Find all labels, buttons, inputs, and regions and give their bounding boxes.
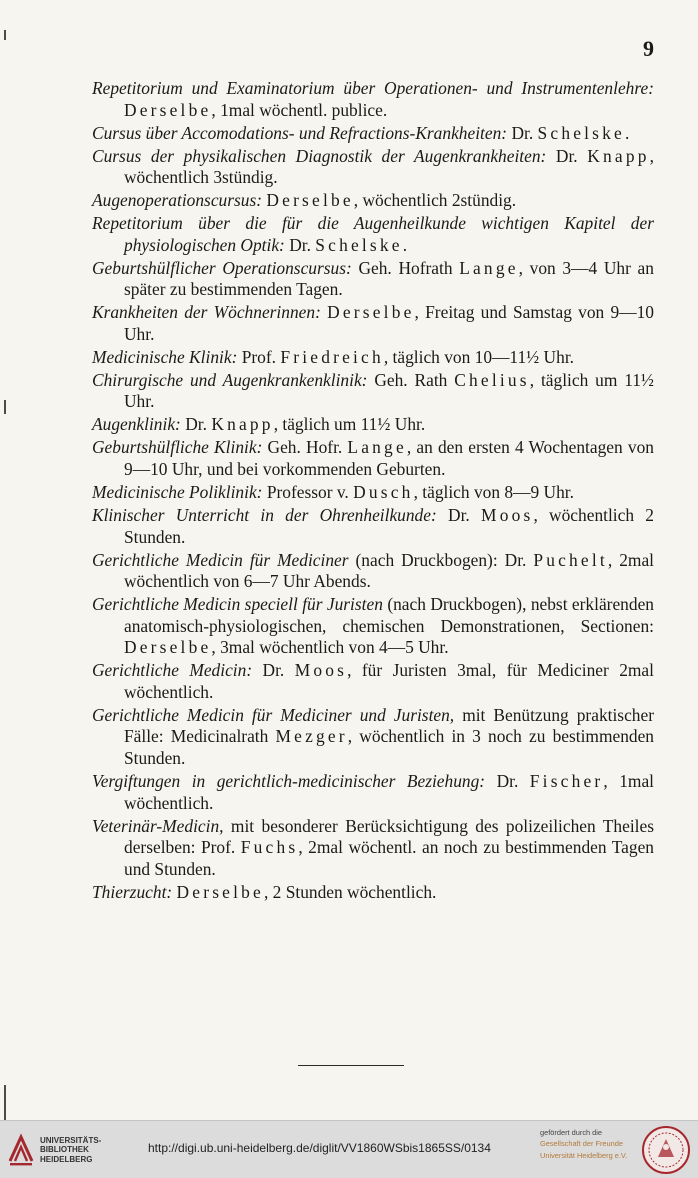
digital-library-url[interactable]: http://digi.ub.uni-heidelberg.de/diglit/VV1860WSbis1865SS/0134 bbox=[148, 1141, 491, 1155]
end-rule bbox=[298, 1065, 404, 1066]
course-schedule: , von 3—4 Uhr an später zu bestimmenden Tagen. bbox=[124, 257, 654, 300]
lecture-entry bbox=[92, 882, 654, 904]
library-logo-icon bbox=[8, 1133, 34, 1167]
course-details: Dr. bbox=[448, 504, 482, 525]
course-title: Krankheiten der Wöchnerinnen: bbox=[92, 302, 321, 323]
course-title: Augenklinik: bbox=[92, 414, 181, 435]
course-title: Repetitorium über die für die Augenheilkunde wichtigen Kapitel der physiologischen Optik: bbox=[92, 213, 654, 255]
lecturer-name: Puchelt bbox=[533, 549, 608, 570]
lecturer-name: Moos bbox=[481, 504, 534, 525]
university-seal-icon bbox=[641, 1125, 691, 1175]
course-title: Gerichtliche Medicin: bbox=[92, 660, 253, 681]
lecture-list bbox=[92, 78, 654, 905]
course-details: Dr. bbox=[289, 234, 316, 255]
lecturer-name: Lange bbox=[459, 257, 519, 278]
lecturer-name: Derselbe bbox=[124, 99, 212, 120]
lecturer-name: Derselbe bbox=[124, 637, 212, 658]
course-details: Dr. bbox=[496, 771, 530, 792]
course-schedule: , für Juristen 3mal, für Mediciner 2mal wöchentlich. bbox=[124, 660, 654, 702]
lecturer-name: Lange bbox=[347, 437, 407, 458]
course-schedule: , wöchentlich 2stündig. bbox=[353, 190, 517, 211]
lecture-entry bbox=[92, 78, 654, 121]
lecture-entry bbox=[92, 347, 654, 369]
lecture-entry bbox=[92, 414, 654, 436]
page-number: 9 bbox=[643, 36, 654, 61]
lecturer-name: Derselbe bbox=[327, 302, 415, 323]
course-details: Geh. Rath bbox=[374, 369, 455, 390]
lecturer-name: Fuchs bbox=[240, 837, 299, 858]
course-details: mit Benützung praktischer Fälle: Medicinalrath bbox=[124, 704, 654, 747]
course-title: Chirurgische und Augenkrankenklinik: bbox=[92, 369, 368, 390]
course-details: Dr. bbox=[185, 414, 212, 435]
course-details: Geh. Hofr. bbox=[267, 437, 348, 458]
lecturer-name: Knapp bbox=[211, 414, 274, 435]
course-title: Gerichtliche Medicin für Mediciner und Juristen, bbox=[92, 704, 455, 725]
course-schedule: , 1mal wöchentlich. bbox=[124, 771, 654, 813]
course-details: Dr. bbox=[511, 122, 538, 143]
course-details: mit besonderer Berücksichtigung des polizeilichen Theiles derselben: Prof. bbox=[124, 815, 654, 858]
lecture-entry bbox=[92, 482, 654, 504]
course-schedule: . bbox=[624, 122, 630, 143]
course-details: (nach Druckbogen): Dr. bbox=[355, 549, 534, 570]
lecturer-name: Schelske bbox=[537, 122, 625, 143]
lecture-entry bbox=[92, 302, 654, 345]
course-schedule: , wöchentlich in 3 noch zu bestimmenden Stunden. bbox=[124, 726, 654, 769]
course-title: Vergiftungen in gerichtlich-medicinischer Beziehung: bbox=[92, 771, 486, 792]
course-title: Gerichtliche Medicin speciell für Juristen bbox=[92, 594, 383, 615]
lecturer-name: Knapp bbox=[587, 145, 650, 166]
footer-bar bbox=[0, 1120, 698, 1178]
lecture-entry bbox=[92, 660, 654, 703]
lecture-entry bbox=[92, 505, 654, 548]
course-details: Geh. Hofrath bbox=[358, 257, 460, 278]
course-title: Klinischer Unterricht in der Ohrenheilkunde: bbox=[92, 504, 437, 525]
lecture-entry bbox=[92, 123, 654, 145]
course-details: (nach Druckbogen), nebst erklärenden anatomisch-physiologischen, chemischen Demonstrationen, Sectionen: bbox=[124, 594, 654, 636]
lecturer-name: Dusch bbox=[353, 481, 414, 502]
lecturer-name: Moos bbox=[294, 660, 348, 681]
course-title: Medicinische Klinik: bbox=[92, 346, 238, 367]
course-title: Cursus über Accomodations- und Refractions-Krankheiten: bbox=[92, 122, 508, 143]
scan-edge-mark bbox=[4, 30, 6, 40]
lecturer-name: Fischer bbox=[529, 771, 604, 792]
sponsor-credit: gefördert durch die Gesellschaft der Freunde Universität Heidelberg e.V. bbox=[540, 1128, 628, 1160]
lecturer-name: Chelius bbox=[454, 369, 530, 390]
course-schedule: , 2 Stunden wöchentlich. bbox=[263, 881, 437, 902]
lecture-entry bbox=[92, 550, 654, 593]
course-title: Geburtshülflicher Operationscursus: bbox=[92, 257, 352, 278]
course-schedule: , täglich um 11½ Uhr. bbox=[124, 369, 654, 412]
course-schedule: , täglich von 8—9 Uhr. bbox=[413, 481, 574, 502]
course-schedule: . bbox=[402, 234, 408, 255]
scan-edge-mark bbox=[4, 400, 6, 414]
course-schedule: , wöchentlich 3stündig. bbox=[124, 145, 654, 188]
lecture-entry bbox=[92, 146, 654, 189]
lecturer-name: Derselbe bbox=[266, 190, 354, 211]
lecture-entry bbox=[92, 771, 654, 814]
lecture-entry bbox=[92, 190, 654, 212]
lecturer-name: Friedreich bbox=[280, 346, 384, 367]
course-schedule: , Freitag und Samstag von 9—10 Uhr. bbox=[124, 302, 654, 344]
course-schedule: , täglich um 11½ Uhr. bbox=[273, 414, 426, 435]
course-details: Prof. bbox=[241, 346, 281, 367]
lecturer-name: Schelske bbox=[315, 234, 403, 255]
course-schedule: , 1mal wöchentl. publice. bbox=[211, 99, 388, 120]
course-details: Dr. bbox=[262, 660, 295, 681]
course-schedule: , an den ersten 4 Wochentagen von 9—10 Uhr, und bei vorkommenden Geburten. bbox=[124, 437, 654, 479]
course-title: Repetitorium und Examinatorium über Operationen- und Instrumentenlehre: bbox=[92, 78, 654, 98]
lecturer-name: Derselbe bbox=[176, 881, 264, 902]
course-details: Professor v. bbox=[266, 481, 354, 502]
lecture-entry bbox=[92, 213, 654, 256]
library-name: UNIVERSITÄTS- BIBLIOTHEK HEIDELBERG bbox=[40, 1136, 102, 1164]
course-schedule: , täglich von 10—11½ Uhr. bbox=[383, 346, 574, 367]
lecture-entry bbox=[92, 437, 654, 480]
course-details: Dr. bbox=[555, 145, 588, 166]
lecture-entry bbox=[92, 258, 654, 301]
scan-edge-mark bbox=[4, 1085, 6, 1120]
lecture-entry bbox=[92, 705, 654, 770]
course-schedule: , 2mal wöchentlich von 6—7 Uhr Abends. bbox=[124, 549, 655, 592]
lecture-entry bbox=[92, 370, 654, 413]
course-schedule: , wöchentlich 2 Stunden. bbox=[124, 504, 654, 547]
course-schedule: , 3mal wöchentlich von 4—5 Uhr. bbox=[211, 637, 449, 658]
course-title: Augenoperationscursus: bbox=[92, 190, 263, 211]
course-title: Cursus der physikalischen Diagnostik der Augenkrankheiten: bbox=[92, 145, 547, 166]
course-title: Veterinär-Medicin, bbox=[92, 815, 224, 836]
lecture-entry bbox=[92, 594, 654, 659]
lecture-entry bbox=[92, 816, 654, 881]
course-title: Geburtshülfliche Klinik: bbox=[92, 437, 263, 458]
course-schedule: , 2mal wöchentl. an noch zu bestimmenden Tagen und Stunden. bbox=[124, 837, 654, 879]
course-title: Medicinische Poliklinik: bbox=[92, 481, 263, 502]
course-title: Thierzucht: bbox=[92, 881, 173, 902]
lecturer-name: Mezger bbox=[275, 726, 348, 747]
course-title: Gerichtliche Medicin für Mediciner bbox=[92, 549, 349, 570]
